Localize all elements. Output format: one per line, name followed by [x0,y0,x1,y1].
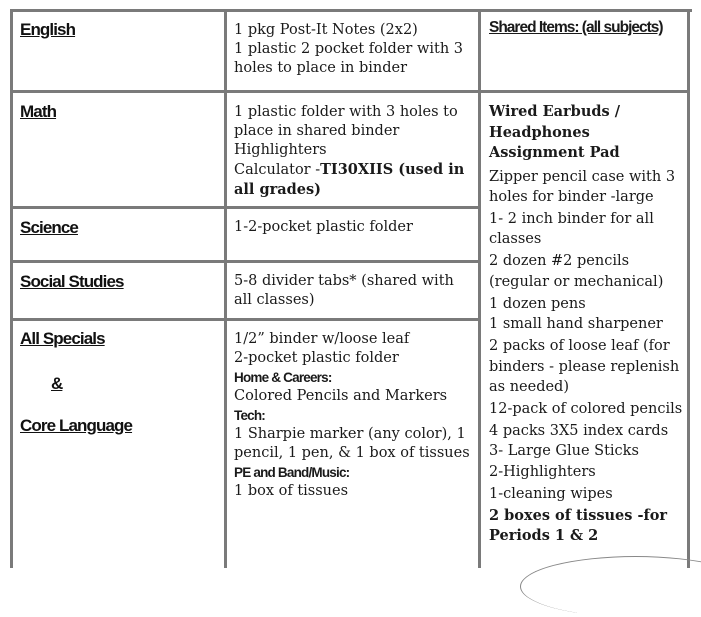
row-divider-english [10,90,690,93]
math-items [234,103,474,200]
list-item: 2 packs of loose leaf (for binders - please replenish as needed) [489,338,680,396]
list-item: 1 pkg Post-It Notes (2x2) [234,22,418,38]
list-item: 1 plastic folder with 3 holes to place in shared binder [234,104,458,139]
subject-core-language: Core Language [20,416,133,435]
list-item: 1 box of tissues [234,483,349,499]
subject-science: Science [20,218,78,237]
subject-social-studies: Social Studies [20,272,124,291]
subject-all-specials: All Specials [20,329,105,348]
list-item: Colored Pencils and Markers [234,388,448,404]
shared-items-list [489,102,689,548]
list-item: 1 small hand sharpener [489,316,663,333]
tech-heading: Tech: [234,408,266,423]
list-item: 4 packs 3X5 index cards [489,422,669,439]
row-divider-science [10,260,481,263]
list-item: 5-8 divider tabs* (shared with all classes) [234,273,454,308]
social-studies-items [234,272,474,310]
list-item: 1 plastic 2 pocket folder with 3 holes to place in binder [234,41,463,76]
list-item: Zipper pencil case with 3 holes for binder -large [489,168,676,205]
row-divider-social-studies [10,318,481,321]
specials-items [234,330,474,501]
list-item: 12-pack of colored pencils [489,400,683,417]
list-item: 1/2” binder w/loose leaf [234,331,410,347]
subject-math: Math [20,102,57,121]
subject-ampersand: & [51,374,63,393]
home-careers-heading: Home & Careers: [234,370,332,385]
row-divider-math [10,206,481,209]
science-items [234,218,474,237]
subject-english: English [20,20,76,39]
list-item: 2 boxes of tissues -for Periods 1 & 2 [489,506,668,545]
list-item: 2-pocket plastic folder [234,350,399,366]
list-item: 1-2-pocket plastic folder [234,219,413,235]
list-item: Assignment Pad [489,144,620,161]
decorative-curve [520,556,701,617]
list-item: 3- Large Glue Sticks [489,443,639,460]
shared-items-title: Shared Items: (all subjects) [489,19,663,36]
list-item: Highlighters [234,142,327,158]
list-item: 1 Sharpie marker (any color), 1 pencil, 1 pen, & 1 box of tissues [234,426,470,461]
calculator-item [234,160,474,200]
calculator-prefix: Calculator - [234,162,321,178]
list-item: 1-cleaning wipes [489,485,613,502]
list-item: 1 dozen pens [489,295,586,312]
english-items [234,21,474,78]
list-item: 2-Highlighters [489,463,596,480]
calculator-model: TI30XIIS (used in all grades) [234,161,465,198]
list-item: 1- 2 inch binder for all classes [489,210,654,248]
list-item: 2 dozen #2 pencils (regular or mechanical) [489,253,664,290]
pe-band-heading: PE and Band/Music: [234,465,350,480]
list-item: Wired Earbuds / Headphones [489,103,621,141]
table-border-top [10,9,692,12]
